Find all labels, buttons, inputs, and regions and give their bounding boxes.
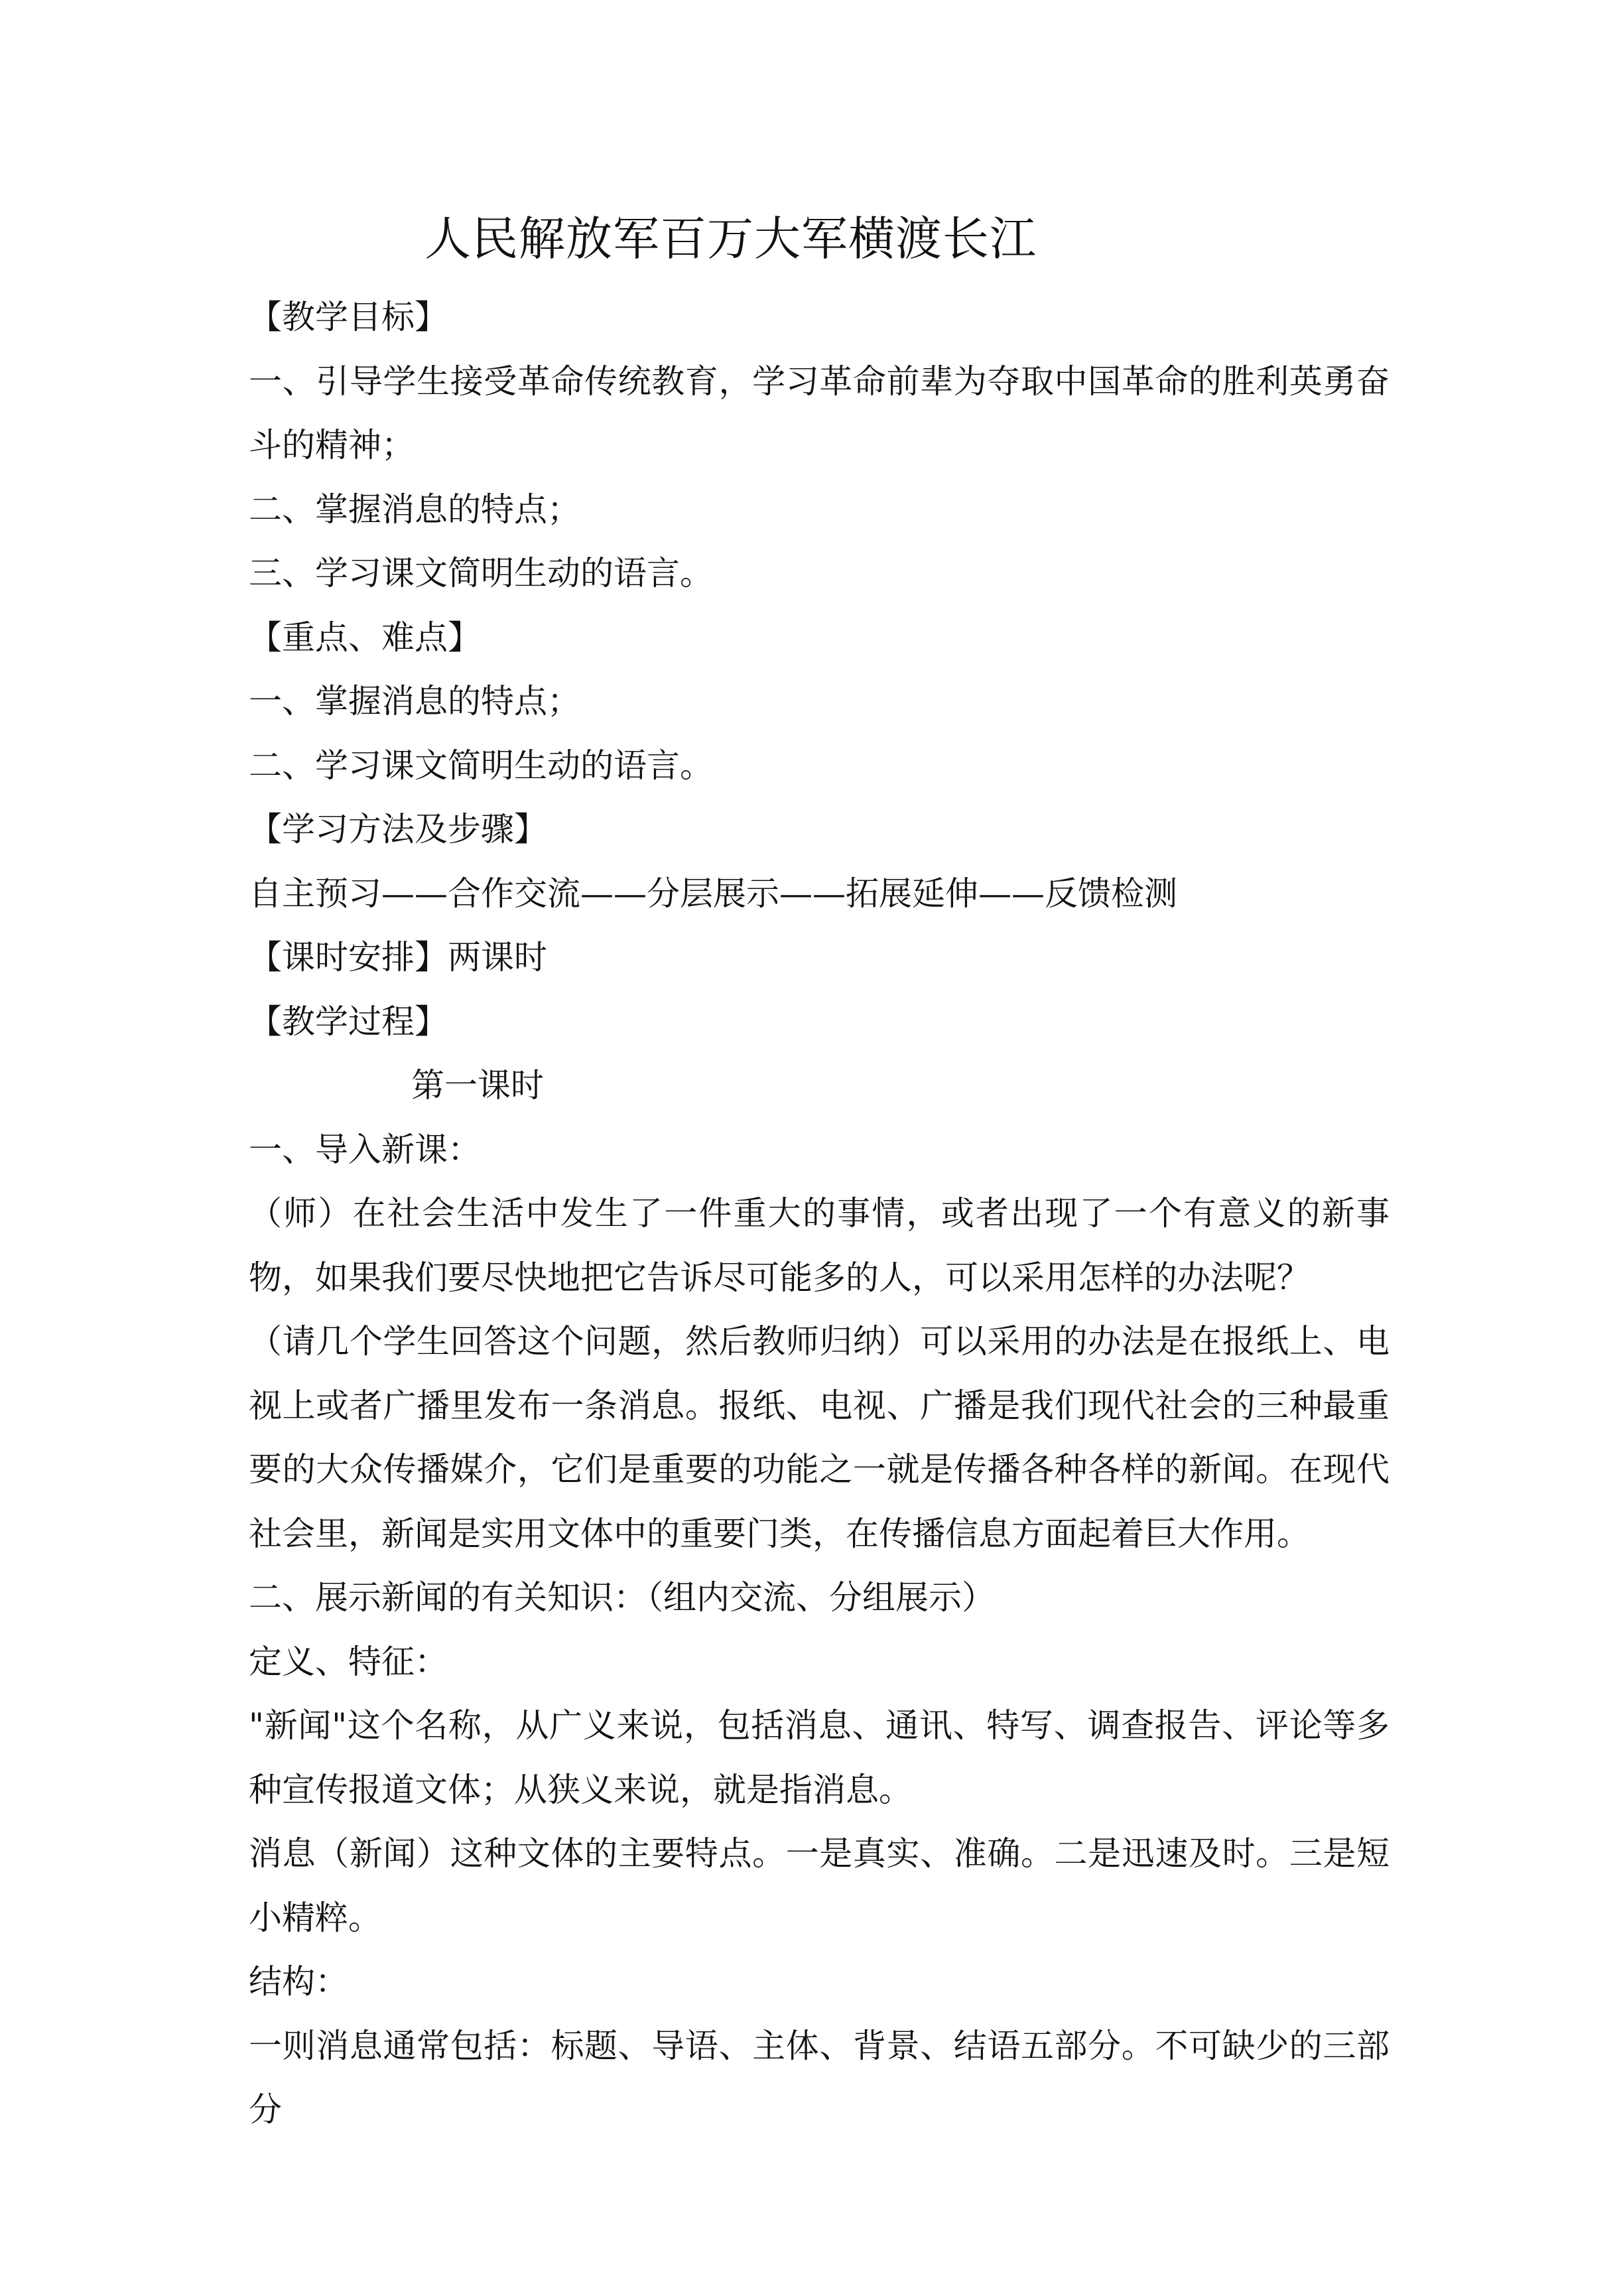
- section-heading-key-points: 【重点、难点】: [249, 618, 481, 657]
- document-body: [249, 285, 1390, 2142]
- goal-item-1: 一、引导学生接受革命传统教育，学习革命前辈为夺取中国革命的胜利英勇奋斗的精神；: [249, 362, 1390, 464]
- paragraph-news-definition: "新闻"这个名称，从广义来说，包括消息、通讯、特写、调查报告、评论等多种宣传报道文体；从狭义来说，就是指消息。: [249, 1706, 1390, 1809]
- document-title: 人民解放军百万大军横渡长江: [424, 212, 1037, 266]
- section-heading-schedule: 【课时安排】两课时: [249, 938, 547, 977]
- step-heading-news-knowledge: 二、展示新闻的有关知识：（组内交流、分组展示）: [249, 1578, 995, 1617]
- subheading-structure: 结构：: [249, 1962, 348, 2001]
- section-heading-process: 【教学过程】: [249, 1002, 448, 1041]
- key-point-item-2: 二、学习课文简明生动的语言。: [249, 746, 713, 785]
- goal-item-2: 二、掌握消息的特点；: [249, 490, 580, 529]
- paragraph-teacher-summary: （请几个学生回答这个问题，然后教师归纳）可以采用的办法是在报纸上、电视上或者广播里发布一条消息。报纸、电视、广播是我们现代社会的三种最重要的大众传播媒介，它们是重要的功能之一就是传播各种各样的新闻。在现代社会里，新闻是实用文体中的重要门类，在传播信息方面起着巨大作用。: [249, 1322, 1390, 1553]
- paragraph-news-features: 消息（新闻）这种文体的主要特点。一是真实、准确。二是迅速及时。三是短小精粹。: [249, 1834, 1390, 1937]
- lesson-heading-first: 第一课时: [411, 1066, 544, 1105]
- step-heading-intro: 一、导入新课：: [249, 1130, 481, 1169]
- goal-item-3: 三、学习课文简明生动的语言。: [249, 554, 713, 592]
- section-heading-methods: 【学习方法及步骤】: [249, 810, 547, 848]
- paragraph-news-structure: 一则消息通常包括：标题、导语、主体、背景、结语五部分。不可缺少的三部分: [249, 2026, 1390, 2129]
- key-point-item-1: 一、掌握消息的特点；: [249, 682, 580, 720]
- section-heading-teaching-goals: 【教学目标】: [249, 298, 448, 336]
- subheading-definition: 定义、特征：: [249, 1642, 448, 1681]
- methods-steps: 自主预习——合作交流——分层展示——拓展延伸——反馈检测: [249, 874, 1177, 913]
- paragraph-teacher-question: （师）在社会生活中发生了一件重大的事情，或者出现了一个有意义的新事物，如果我们要尽快地把它告诉尽可能多的人，可以采用怎样的办法呢？: [249, 1194, 1390, 1297]
